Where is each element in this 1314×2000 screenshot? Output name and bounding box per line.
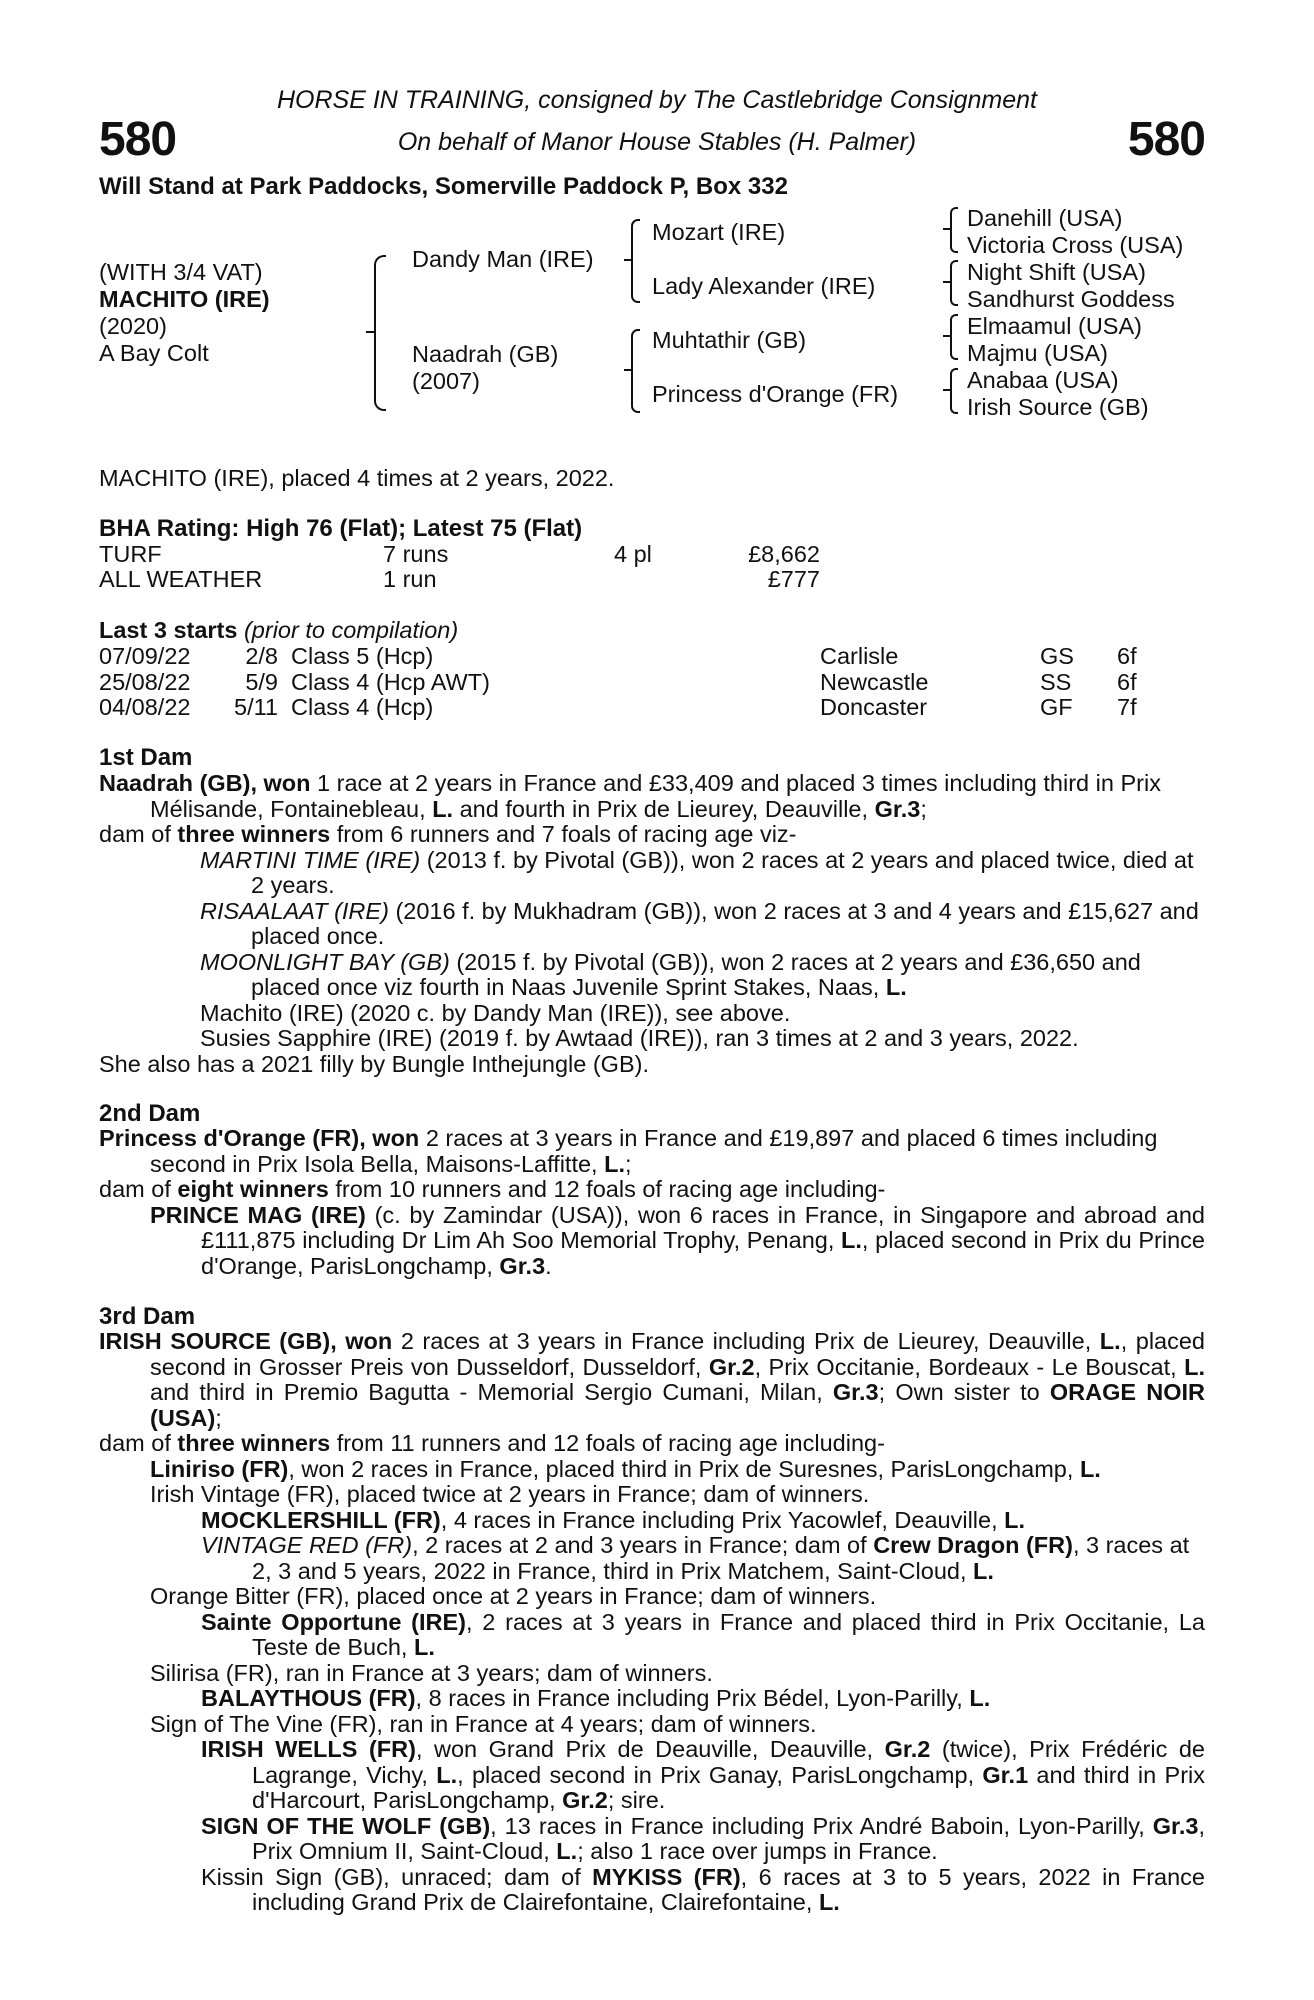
produce-item: Sign of The Vine (FR), ran in France at 4 years; dam of winners. [150,1710,817,1737]
first-dam-produce-line: dam of three winners from 6 runners and 7 foals of racing age viz- [99,821,797,847]
pedigree-sire-sire: Mozart (IRE) [652,219,786,245]
start-date: 04/08/22 [99,694,191,720]
pedigree-dam-sire: Muhtathir (GB) [652,327,807,353]
start-distance: 7f [1117,694,1137,720]
brace-tip [624,259,632,261]
last-starts-heading [99,617,458,644]
pedigree-g6: Majmu (USA) [967,340,1109,366]
second-dam-paragraph: Princess d'Orange (FR), won 2 races at 3 years in France and £19,897 and placed 6 times including second in Prix Isola Bella, Maisons-Laffitte, L.; [99,1125,1158,1177]
horse-year: (2020) [99,313,167,339]
brace-tip [624,369,632,371]
start-race: Class 4 (Hcp AWT) [291,669,490,695]
rating-placed: 4 pl [614,541,652,567]
start-race: Class 4 (Hcp) [291,694,434,720]
pedigree-brace-main [374,255,386,411]
start-going: GF [1040,694,1073,720]
produce-item: RISAALAAT (IRE) (2016 f. by Mukhadram (GB)), won 2 races at 3 and 4 years and £15,627 and placed once. [200,897,1199,949]
produce-note: She also has a 2021 filly by Bungle Inthejungle (GB). [99,1050,649,1077]
last-starts-note: (prior to compilation) [243,617,459,643]
produce-item: PRINCE MAG (IRE) (c. by Zamindar (USA)), won 6 races in France, in Singapore and abroad and £111,875 including Dr Lim Ah Soo Memorial Trophy, Penang, L., placed second in Prix du Prince d'Orange, ParisLongchamp, Gr.3. [150,1201,1205,1279]
vat-note: (WITH 3/4 VAT) [99,259,263,285]
rating-earnings: £8,662 [748,541,820,567]
third-dam-name: IRISH SOURCE (GB) [99,1328,331,1354]
third-dam-section [99,1329,1205,1916]
consignor-line: HORSE IN TRAINING, consigned by The Castlebridge Consignment [276,86,1038,114]
on-behalf-line: On behalf of Manor House Stables (H. Palmer) [397,128,917,156]
produce-item: MOONLIGHT BAY (GB) (2015 f. by Pivotal (GB)), won 2 races at 2 years and £36,650 and placed once viz fourth in Naas Juvenile Sprint Stakes, Naas, L. [200,948,1141,1000]
first-dam-heading: 1st Dam [99,744,193,771]
start-distance: 6f [1117,669,1137,695]
brace-tip [943,228,951,230]
pedigree-g7: Anabaa (USA) [967,367,1119,393]
pedigree-dam: Naadrah (GB) [412,341,559,367]
rating-runs: 1 run [383,566,437,592]
pedigree-g5: Elmaamul (USA) [967,313,1142,339]
brace-tip [943,335,951,337]
produce-item: BALAYTHOUS (FR), 8 races in France including Prix Bédel, Lyon-Parilly, L. [201,1685,991,1711]
pedigree-brace-g4 [950,368,958,414]
pedigree-brace-g3 [950,314,958,360]
brace-tip [943,389,951,391]
first-dam-paragraph: Naadrah (GB), won 1 race at 2 years in France and £33,409 and placed 3 times including third in Prix Mélisande, Fontainebleau, L. and fourth in Prix de Lieurey, Deauville, Gr.3; [99,770,1161,822]
pedigree-g2: Victoria Cross (USA) [967,232,1184,258]
start-distance: 6f [1117,643,1137,669]
start-course: Carlisle [820,643,899,669]
start-going: SS [1040,669,1072,695]
start-position: 5/11 [234,694,278,720]
pedigree-sire-dam: Lady Alexander (IRE) [652,273,876,299]
pedigree-brace-dam [631,329,640,413]
start-date: 25/08/22 [99,669,191,695]
first-dam-section [99,771,1205,1077]
produce-item: Sainte Opportune (IRE), 2 races at 3 years in France and placed third in Prix Occitanie, La Teste de Buch, L. [201,1608,1205,1660]
second-dam-heading: 2nd Dam [99,1100,201,1127]
produce-item: Machito (IRE) (2020 c. by Dandy Man (IRE)), see above. [200,999,791,1026]
bha-rating-heading: BHA Rating: High 76 (Flat); Latest 75 (Flat) [99,515,583,542]
pedigree-brace-sire [631,219,640,303]
race-summary: MACHITO (IRE), placed 4 times at 2 years, 2022. [99,465,615,491]
lot-number-left: 580 [99,113,177,166]
produce-item: Liniriso (FR), won 2 races in France, placed third in Prix de Suresnes, ParisLongchamp, L. [150,1455,1101,1482]
horse-name: MACHITO (IRE) [99,286,270,312]
rating-runs: 7 runs [383,541,449,567]
start-going: GS [1040,643,1074,669]
pedigree-sire: Dandy Man (IRE) [412,246,594,272]
produce-item: VINTAGE RED (FR), 2 races at 2 and 3 years in France; dam of Crew Dragon (FR), 3 races at 2, 3 and 5 years, 2022 in France, third in Prix Matchem, Saint-Cloud, L. [201,1532,1190,1584]
third-dam-paragraph: IRISH SOURCE (GB), won 2 races at 3 years in France including Prix de Lieurey, Deauville, L., placed second in Grosser Preis von Dusseldorf, Dusseldorf, Gr.2, Prix Occitanie, Bordeaux - Le Bouscat, L. and third in Premio Bagutta - Memorial Sergio Cumani, Milan, Gr.3; Own sister to ORAGE NOIR (USA); [99,1328,1206,1431]
rating-surface: TURF [99,541,162,567]
start-course: Newcastle [820,669,929,695]
brace-tip [943,281,951,283]
brace-tip [366,331,374,333]
pedigree-dam-dam: Princess d'Orange (FR) [652,381,899,407]
produce-item: Irish Vintage (FR), placed twice at 2 years in France; dam of winners. [150,1481,870,1507]
start-position: 2/8 [245,643,278,669]
horse-description: A Bay Colt [99,340,209,366]
produce-item: Kissin Sign (GB), unraced; dam of MYKISS (FR), 6 races at 3 to 5 years, 2022 in France including Grand Prix de Clairefontaine, Clairefontaine, L. [201,1863,1205,1915]
pedigree-brace-g2 [950,260,958,306]
pedigree-g8: Irish Source (GB) [967,394,1149,420]
pedigree-g1: Danehill (USA) [967,205,1123,231]
pedigree-dam-year: (2007) [412,368,480,394]
produce-item: Susies Sapphire (IRE) (2019 f. by Awtaad (IRE)), ran 3 times at 2 and 3 years, 2022. [200,1025,1079,1051]
second-dam-name: Princess d'Orange (FR) [99,1125,360,1151]
produce-item: MOCKLERSHILL (FR), 4 races in France including Prix Yacowlef, Deauville, L. [201,1506,1026,1533]
produce-item: SIGN OF THE WOLF (GB), 13 races in France including Prix André Baboin, Lyon-Parilly, Gr.3, Prix Omnium II, Saint-Cloud, L.; also 1 race over jumps in France. [201,1812,1205,1864]
lot-number-right: 580 [1127,113,1205,166]
third-dam-heading: 3rd Dam [99,1303,196,1330]
pedigree-brace-g1 [950,207,958,253]
stand-location: Will Stand at Park Paddocks, Somerville Paddock P, Box 332 [99,173,788,200]
start-position: 5/9 [245,669,278,695]
produce-item: Silirisa (FR), ran in France at 3 years; dam of winners. [150,1659,713,1686]
third-dam-produce-line: dam of three winners from 11 runners and 12 foals of racing age including- [99,1430,885,1456]
produce-item: MARTINI TIME (IRE) (2013 f. by Pivotal (GB)), won 2 races at 2 years and placed twice, died at 2 years. [200,846,1194,898]
start-course: Doncaster [820,694,928,720]
first-dam-name: Naadrah (GB) [99,770,251,796]
start-date: 07/09/22 [99,643,191,669]
second-dam-produce-line: dam of eight winners from 10 runners and 12 foals of racing age including- [99,1176,886,1202]
second-dam-section [99,1126,1205,1279]
pedigree-g4: Sandhurst Goddess [967,286,1175,312]
pedigree-g3: Night Shift (USA) [967,259,1146,285]
produce-item: Orange Bitter (FR), placed once at 2 years in France; dam of winners. [150,1583,877,1609]
last-starts-title: Last 3 starts [99,617,238,643]
produce-item: IRISH WELLS (FR), won Grand Prix de Deauville, Deauville, Gr.2 (twice), Prix Frédéric de Lagrange, Vichy, L., placed second in Prix Ganay, ParisLongchamp, Gr.1 and third in Prix d'Harcourt, ParisLongchamp, Gr.2; sire. [201,1736,1205,1813]
rating-earnings: £777 [767,566,820,592]
start-race: Class 5 (Hcp) [291,643,434,669]
rating-surface: ALL WEATHER [99,566,263,592]
